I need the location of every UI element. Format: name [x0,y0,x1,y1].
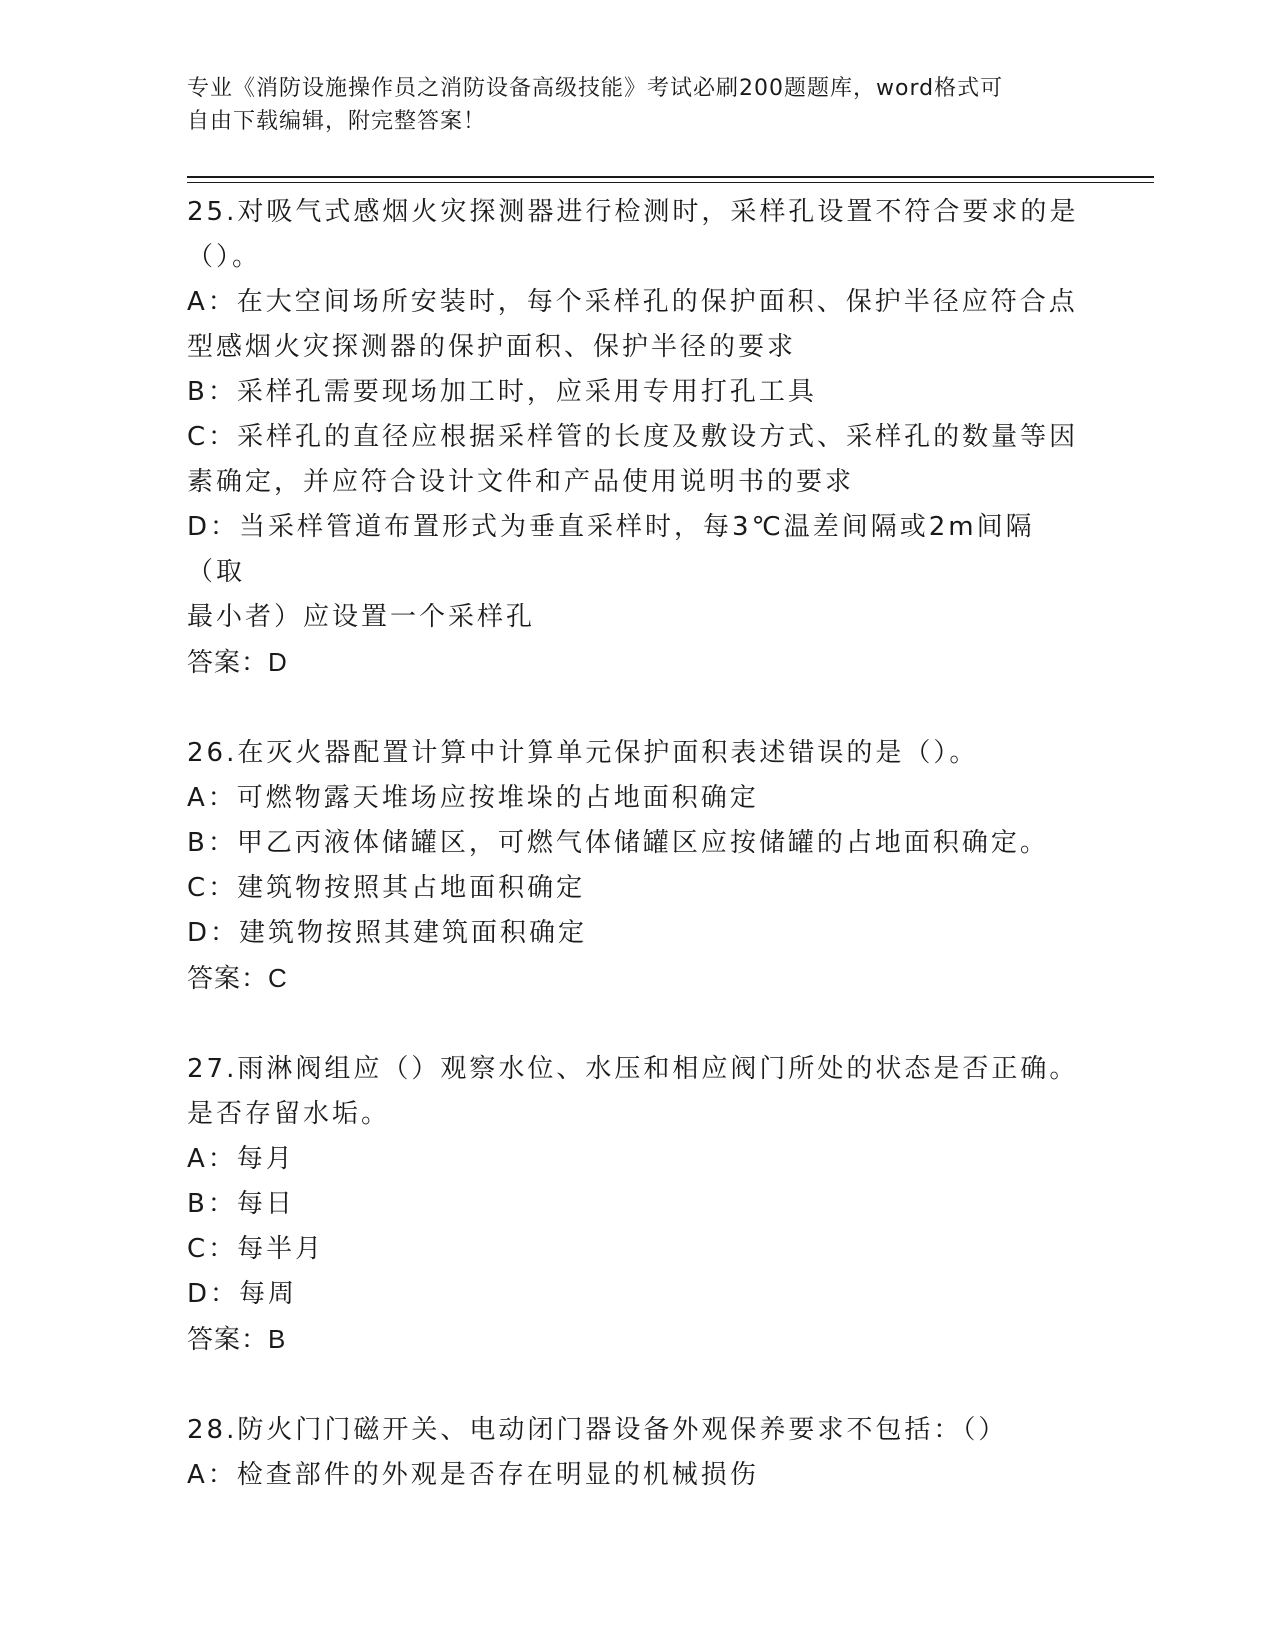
option-line: C：建筑物按照其占地面积确定 [187,873,586,903]
question-block [187,731,1087,1001]
question-list [187,190,1087,1544]
option-line: D：每周 [187,1279,298,1309]
question-stem-line: 25.对吸气式感烟火灾探测器进行检测时，采样孔设置不符合要求的是 [187,197,1079,227]
option-line: D：当采样管道布置形式为垂直采样时，每3℃温差间隔或2m间隔（取 [187,512,1035,587]
header-line-2: 自由下载编辑，附完整答案！ [187,109,487,134]
option-line: A：可燃物露天堆场应按堆垛的占地面积确定 [187,783,759,813]
answer-line: 答案：C [187,963,288,993]
option-line: C：采样孔的直径应根据采样管的长度及敷设方式、采样孔的数量等因 [187,422,1079,452]
question-stem-line: 是否存留水垢。 [187,1099,391,1129]
option-line: 最小者）应设置一个采样孔 [187,602,536,632]
document-header [187,72,1087,138]
header-divider-thick [187,176,1154,178]
question-stem-line: 27.雨淋阀组应（）观察水位、水压和相应阀门所处的状态是否正确。 [187,1054,1079,1084]
option-line: B：采样孔需要现场加工时，应采用专用打孔工具 [187,377,817,407]
question-block [187,1047,1087,1362]
question-block [187,190,1087,685]
option-line: A：每月 [187,1144,295,1174]
option-line: A：在大空间场所安装时，每个采样孔的保护面积、保护半径应符合点 [187,287,1078,317]
option-line: B：每日 [187,1189,295,1219]
option-line: 素确定，并应符合设计文件和产品使用说明书的要求 [187,467,855,497]
option-line: A：检查部件的外观是否存在明显的机械损伤 [187,1460,759,1490]
question-stem-line: 26.在灭火器配置计算中计算单元保护面积表述错误的是（）。 [187,738,979,768]
question-stem-line: 28.防火门门磁开关、电动闭门器设备外观保养要求不包括：（） [187,1415,1008,1445]
answer-line: 答案：B [187,1324,287,1354]
option-line: B：甲乙丙液体储罐区，可燃气体储罐区应按储罐的占地面积确定。 [187,828,1049,858]
answer-line: 答案：D [187,647,288,677]
option-line: D：建筑物按照其建筑面积确定 [187,918,588,948]
question-stem-line: （）。 [187,242,262,272]
option-line: C：每半月 [187,1234,325,1264]
header-line-1: 专业《消防设施操作员之消防设备高级技能》考试必刷200题题库，word格式可 [187,76,1004,101]
option-line: 型感烟火灾探测器的保护面积、保护半径的要求 [187,332,797,362]
header-divider-thin [187,182,1154,183]
question-block [187,1408,1087,1498]
